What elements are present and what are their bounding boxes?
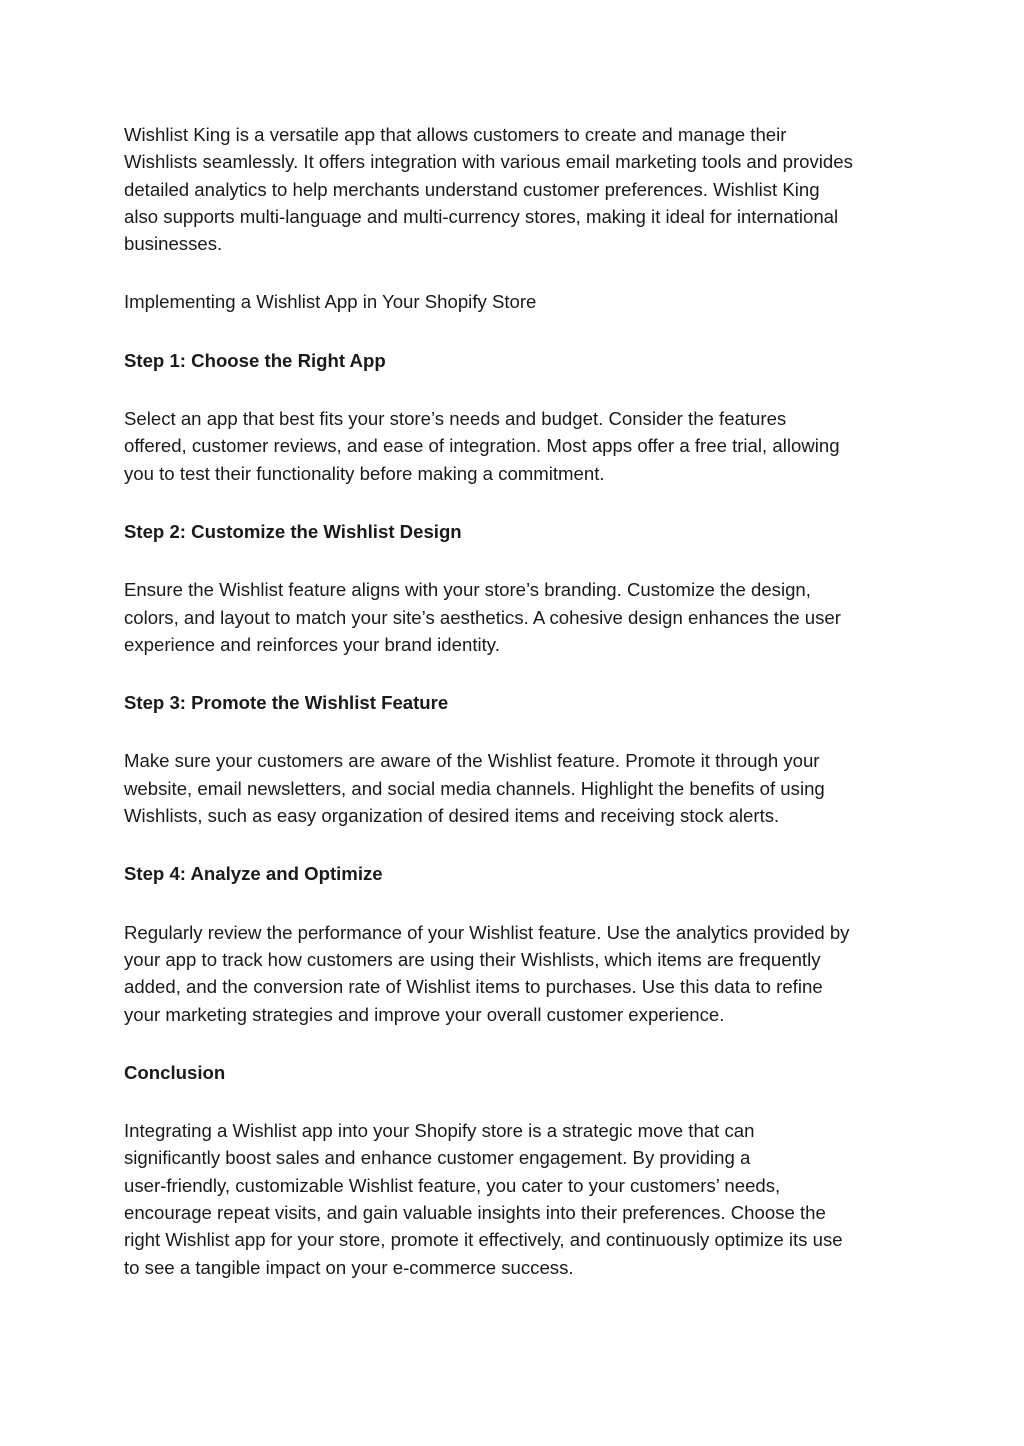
conclusion-line: significantly boost sales and enhance customer engagement. By providing a — [124, 1147, 751, 1169]
step3-paragraph — [124, 747, 914, 829]
conclusion-line: user-friendly, customizable Wishlist feature, you cater to your customers’ needs, — [124, 1174, 781, 1196]
step3-line: Make sure your customers are aware of the Wishlist feature. Promote it through your — [124, 750, 820, 772]
step3-line: website, email newsletters, and social media channels. Highlight the benefits of using — [124, 777, 825, 799]
step4-line: your marketing strategies and improve your overall customer experience. — [124, 1003, 725, 1025]
step4-line: Regularly review the performance of your Wishlist feature. Use the analytics provided by — [124, 921, 850, 943]
conclusion-paragraph — [124, 1117, 914, 1281]
step2-paragraph — [124, 576, 914, 658]
section-title: Implementing a Wishlist App in Your Shopify Store — [124, 291, 537, 313]
step4-paragraph — [124, 919, 914, 1028]
intro-line: businesses. — [124, 233, 223, 255]
intro-line: detailed analytics to help merchants understand customer preferences. Wishlist King — [124, 178, 820, 200]
conclusion-heading: Conclusion — [124, 1061, 226, 1083]
step2-heading: Step 2: Customize the Wishlist Design — [124, 520, 462, 542]
intro-line: also supports multi-language and multi-currency stores, making it ideal for international — [124, 205, 839, 227]
step4-heading: Step 4: Analyze and Optimize — [124, 863, 383, 885]
conclusion-line: encourage repeat visits, and gain valuable insights into their preferences. Choose the — [124, 1202, 826, 1224]
intro-line: Wishlists seamlessly. It offers integration with various email marketing tools and provides — [124, 151, 853, 173]
step1-heading: Step 1: Choose the Right App — [124, 349, 386, 371]
step2-line: Ensure the Wishlist feature aligns with your store’s branding. Customize the design, — [124, 579, 811, 601]
document-page — [124, 121, 914, 1312]
intro-paragraph — [124, 121, 914, 257]
step1-line: you to test their functionality before making a commitment. — [124, 462, 605, 484]
conclusion-line: Integrating a Wishlist app into your Shopify store is a strategic move that can — [124, 1120, 755, 1142]
step4-line: your app to track how customers are using their Wishlists, which items are frequently — [124, 948, 821, 970]
step1-paragraph — [124, 405, 914, 487]
step2-line: colors, and layout to match your site’s aesthetics. A cohesive design enhances the user — [124, 606, 841, 628]
conclusion-line: right Wishlist app for your store, promote it effectively, and continuously optimize its use — [124, 1229, 843, 1251]
step1-line: Select an app that best fits your store’s needs and budget. Consider the features — [124, 408, 787, 430]
step3-heading: Step 3: Promote the Wishlist Feature — [124, 692, 449, 714]
conclusion-line: to see a tangible impact on your e-commerce success. — [124, 1256, 574, 1278]
step4-line: added, and the conversion rate of Wishlist items to purchases. Use this data to refine — [124, 976, 823, 998]
step2-line: experience and reinforces your brand identity. — [124, 633, 500, 655]
intro-line: Wishlist King is a versatile app that allows customers to create and manage their — [124, 124, 787, 145]
step1-line: offered, customer reviews, and ease of integration. Most apps offer a free trial, allowing — [124, 435, 840, 457]
step3-line: Wishlists, such as easy organization of desired items and receiving stock alerts. — [124, 805, 780, 827]
